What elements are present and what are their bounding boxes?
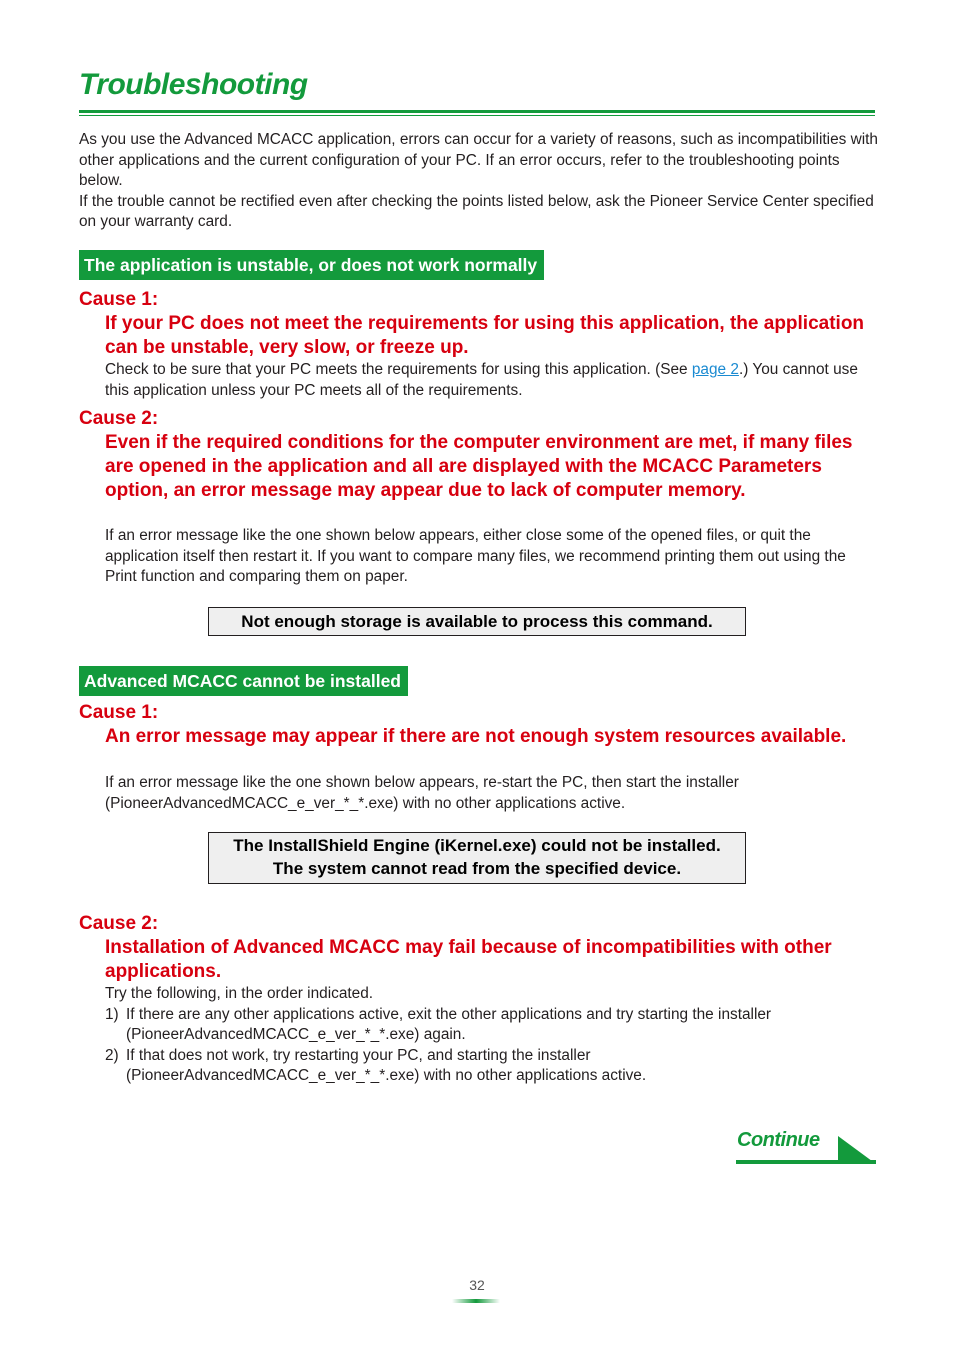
installshield-error-line-2: The system cannot read from the specified device. [272,859,682,878]
storage-error-message-box [208,607,746,636]
section1-cause2-body: If an error message like the one shown below appears, either close some of the opened files, or quit the application itself then restart it. If you want to compare many files, we recommend printing them out using the Print function and comparing them on paper. [105,527,846,585]
section2-cause1-headline: An error message may appear if there are not enough system resources available. [105,726,847,747]
section-heading-install: Advanced MCACC cannot be installed [79,666,408,696]
page-2-link[interactable]: page 2 [691,361,739,378]
list-item [105,1046,880,1087]
page-title: Troubleshooting [79,68,308,101]
section-heading-unstable: The application is unstable, or does not work normally [79,250,544,280]
list-item-number: 1) [105,1005,119,1023]
section2-cause1-label: Cause 1: [79,702,159,723]
section2-cause2-label: Cause 2: [79,913,159,934]
section1-cause1-label: Cause 1: [79,289,159,310]
section1-cause1-headline: If your PC does not meet the requirements for using this application, the application can be unstable, very slow, or freeze up. [105,313,865,358]
cause1-body-before: Check to be sure that your PC meets the requirements for using this application. (See [105,361,692,378]
list-item-text: If there are any other applications active, exit the other applications and try starting the installer (PioneerAdvancedMCACC_e_ver_*_*.exe) again. [126,1005,772,1043]
installshield-error-message-box [208,832,746,884]
installshield-error-line-1: The InstallShield Engine (iKernel.exe) could not be installed. [233,836,721,855]
list-item-text: If that does not work, try restarting your PC, and starting the installer (PioneerAdvancedMCACC_e_ver_*_*.exe) with no other applications active. [126,1046,647,1084]
section1-cause1-body [105,360,880,401]
intro-paragraph-2: If the trouble cannot be rectified even after checking the points listed below, ask the Pioneer Service Center specified on your warranty card. [79,192,874,230]
list-item [105,1005,880,1046]
section1-cause2-headline: Even if the required conditions for the computer environment are met, if many files are opened in the application and all are displayed with the MCACC Parameters option, an error message may appear due to lack of computer memory. [105,432,853,501]
list-item-number: 2) [105,1046,119,1064]
steps-intro: Try the following, in the order indicated. [105,985,374,1002]
page-number-underline [452,1299,500,1303]
intro-block [79,130,879,233]
page-number: 32 [469,1277,485,1293]
section2-cause2-body [105,984,880,1087]
title-underline-thin [79,115,875,116]
continue-label: Continue [737,1129,820,1151]
storage-error-message: Not enough storage is available to process this command. [241,612,713,631]
section2-cause1-body: If an error message like the one shown below appears, re-start the PC, then start the installer (PioneerAdvancedMCACC_e_ver_*_*.exe) with no other applications active. [105,774,739,812]
title-underline-thick [79,110,875,113]
cause1-body-after: .) You cannot use this application unless your PC meets all of the requirements. [105,361,858,399]
section1-cause2-label: Cause 2: [79,408,159,429]
section2-cause2-headline: Installation of Advanced MCACC may fail because of incompatibilities with other applications. [105,937,832,982]
continue-arrow-icon [838,1136,876,1164]
intro-paragraph-1: As you use the Advanced MCACC application, errors can occur for a variety of reasons, such as incompatibilities with other applications and the current configuration of your PC. If an error occurs, refer to the troubleshooting points below. [79,131,878,189]
